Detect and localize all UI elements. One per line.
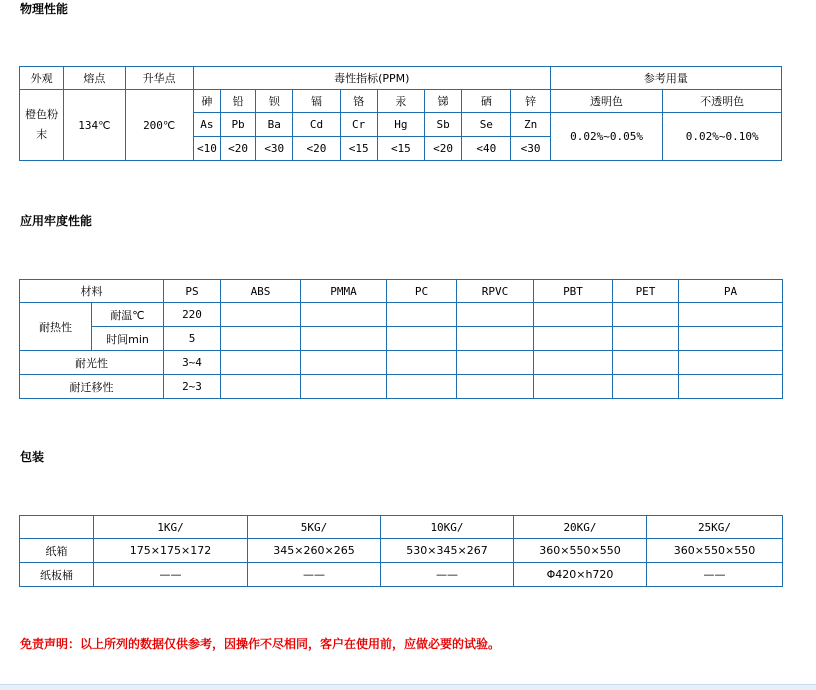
table-cell [221,303,301,327]
table-cell [613,303,679,327]
element-name: 铅 [220,90,255,113]
size-1kg: 1KG/ [94,516,248,539]
element-name: 硒 [462,90,511,113]
element-limit: <15 [377,137,424,161]
element-limit: <40 [462,137,511,161]
material-pbt: PBT [534,280,613,303]
element-name-row [20,90,782,113]
table-cell [534,351,613,375]
element-limit: <30 [511,137,550,161]
element-name: 铬 [340,90,377,113]
size-20kg: 20KG/ [514,516,647,539]
material-rpvc: RPVC [457,280,534,303]
element-limit: <20 [425,137,462,161]
disclaimer: 免责声明：以上所列的数据仅供参考，因操作不尽相同，客户在使用前，应做必要的试验。 [20,637,501,651]
table-cell [387,327,457,351]
element-name: 汞 [377,90,424,113]
table-cell [679,375,783,399]
material-label: 材料 [20,280,164,303]
table-cell [387,303,457,327]
table-cell [387,375,457,399]
material-pc: PC [387,280,457,303]
header-dosage: 参考用量 [550,67,781,90]
element-limit: <10 [193,137,220,161]
table-cell: 5 [164,327,221,351]
fastness-table [19,279,783,399]
material-abs: ABS [221,280,301,303]
time-label: 时间min [92,327,164,351]
table-cell [679,327,783,351]
element-limit: <30 [256,137,293,161]
table-cell: 360×550×550 [514,539,647,563]
size-25kg: 25KG/ [647,516,783,539]
packaging-heading: 包装 [20,450,45,464]
table-cell [301,375,387,399]
table-cell: —— [647,563,783,587]
table-cell [613,375,679,399]
table-cell [457,375,534,399]
table-cell: —— [248,563,381,587]
element-name: 锑 [425,90,462,113]
table-cell: 3~4 [164,351,221,375]
table-cell: 345×260×265 [248,539,381,563]
header-melting-point: 熔点 [64,67,125,90]
dosage-opaque-value: 0.02%~0.10% [663,113,782,161]
element-symbol: Se [462,113,511,137]
page-bottom-bar [0,684,816,690]
table-cell: —— [381,563,514,587]
heat-resistance-label: 耐热性 [20,303,92,351]
table-cell [221,375,301,399]
material-pa: PA [679,280,783,303]
drum-label: 纸板桶 [20,563,94,587]
table-cell: Φ420×h720 [514,563,647,587]
table-cell [457,303,534,327]
element-limit: <20 [293,137,340,161]
physical-table [19,66,782,161]
table-cell: 175×175×172 [94,539,248,563]
element-symbol: Cd [293,113,340,137]
header-appearance: 外观 [20,67,64,90]
sublimation-point-value: 200℃ [125,90,193,161]
table-cell [613,351,679,375]
light-resistance-label: 耐光性 [20,351,164,375]
carton-label: 纸箱 [20,539,94,563]
material-pet: PET [613,280,679,303]
element-symbol: Cr [340,113,377,137]
element-symbol: Hg [377,113,424,137]
element-symbol: As [193,113,220,137]
table-cell [457,351,534,375]
table-cell [301,351,387,375]
melting-point-value: 134℃ [64,90,125,161]
fastness-heading: 应用牢度性能 [20,214,93,228]
table-cell [301,303,387,327]
table-cell: 220 [164,303,221,327]
material-pmma: PMMA [301,280,387,303]
table-cell [679,303,783,327]
table-cell [457,327,534,351]
table-cell [221,351,301,375]
dosage-transparent-label: 透明色 [550,90,663,113]
table-cell: 530×345×267 [381,539,514,563]
table-cell [221,327,301,351]
appearance-value: 橙色粉末 [20,90,64,161]
size-5kg: 5KG/ [248,516,381,539]
dosage-transparent-value: 0.02%~0.05% [550,113,663,161]
element-symbol: Zn [511,113,550,137]
table-cell [534,327,613,351]
temp-label: 耐温℃ [92,303,164,327]
element-symbol: Sb [425,113,462,137]
element-symbol: Ba [256,113,293,137]
table-cell [679,351,783,375]
table-cell [534,375,613,399]
element-name: 砷 [193,90,220,113]
table-cell [20,516,94,539]
table-cell [613,327,679,351]
dosage-opaque-label: 不透明色 [663,90,782,113]
header-toxicity: 毒性指标(PPM) [193,67,550,90]
table-cell: 2~3 [164,375,221,399]
header-sublimation-point: 升华点 [125,67,193,90]
physical-heading: 物理性能 [20,2,69,16]
size-10kg: 10KG/ [381,516,514,539]
table-cell [301,327,387,351]
element-symbol: Pb [220,113,255,137]
element-limit: <20 [220,137,255,161]
element-name: 钡 [256,90,293,113]
material-ps: PS [164,280,221,303]
migration-resistance-label: 耐迁移性 [20,375,164,399]
table-cell [387,351,457,375]
table-cell: —— [94,563,248,587]
element-name: 镉 [293,90,340,113]
packaging-table [19,515,783,587]
element-name: 锌 [511,90,550,113]
table-cell [534,303,613,327]
element-limit: <15 [340,137,377,161]
table-cell: 360×550×550 [647,539,783,563]
